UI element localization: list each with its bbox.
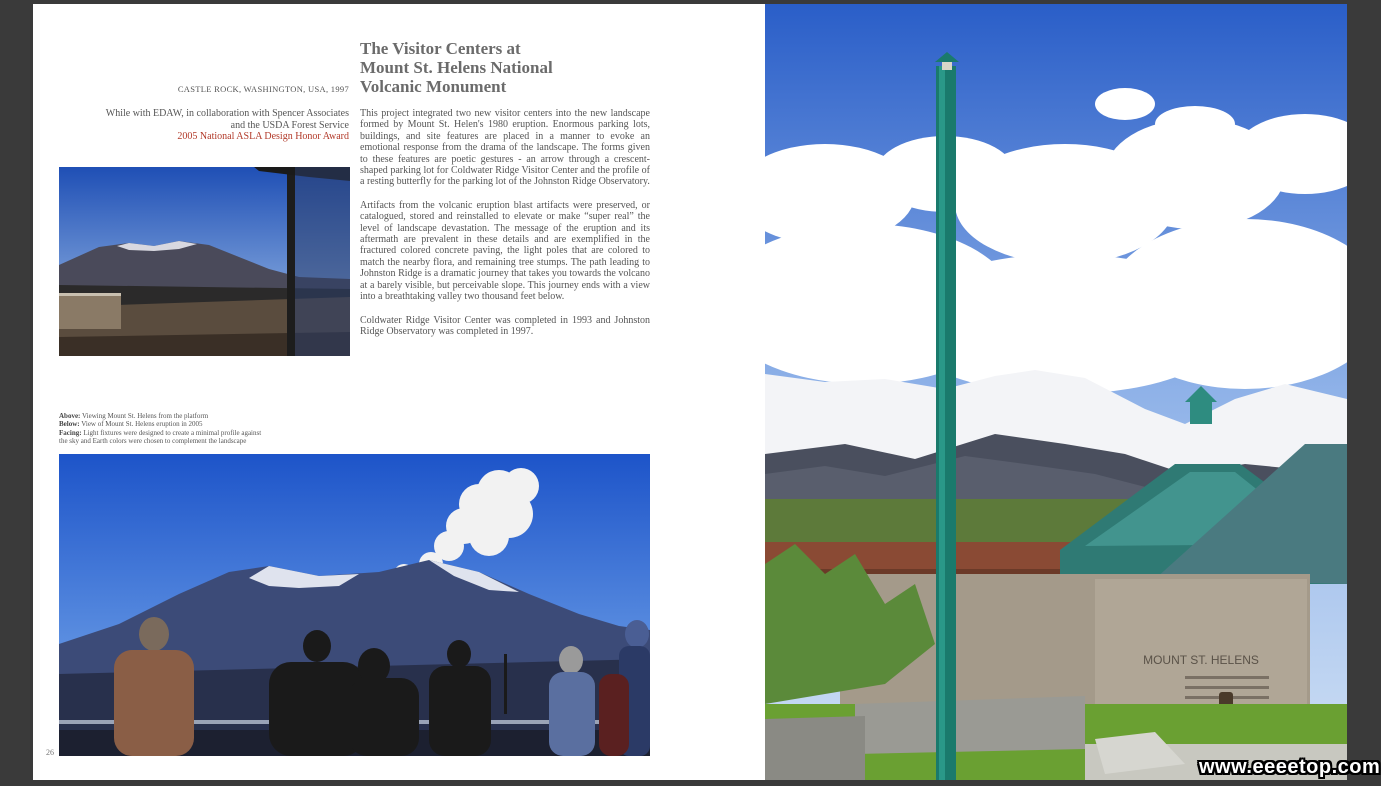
title-line-2: Mount St. Helens National [360,58,553,77]
body-paragraph-1: This project integrated two new visitor centers into the new landscape formed by Mount St. Helen's 1980 eruption. Enormous parking lots, buildings, and site features are placed in a manner to evoke an emotional response from the drama of the landscape. The forms given to these features are poetic gestures - an arrow through a crescent-shaped parking lot for Coldwater Ridge Visitor Center and the profile of a resting butterfly for the parking lot of the Johnston Ridge Observatory. [360,108,650,188]
caption-text: the sky and Earth colors were chosen to complement the landscape [59,437,247,446]
credit-line-1: While with EDAW, in collaboration with Spencer Associates [105,108,349,119]
watermark: www.eeeetop.com [1199,756,1381,778]
caption-above [59,412,359,420]
caption-text: View of Mount St. Helens eruption in 2005 [79,420,203,429]
title-line-3: Volcanic Monument [360,77,507,96]
platform-photo [59,167,350,356]
award-line: 2005 National ASLA Design Honor Award [177,131,349,142]
body-paragraph-3: Coldwater Ridge Visitor Center was completed in 1993 and Johnston Ridge Observatory was completed in 1997. [360,314,650,337]
caption-text: Viewing Mount St. Helens from the platform [80,412,209,420]
project-credits [63,108,349,143]
eruption-photo [59,454,650,756]
caption-facing-continued [59,437,359,445]
photo-captions [59,412,359,446]
caption-below [59,420,359,428]
right-page-photo [765,4,1347,780]
project-location: CASTLE ROCK, WASHINGTON, USA, 1997 [177,84,349,94]
body-paragraph-2: Artifacts from the volcanic eruption blast artifacts were preserved, or catalogued, stored and reinstalled to elevate or make “super real” the level of landscape devastation. The message of the eruption and its aftermath are prevalent in these details and are exemplified in the fractured colored concrete paving, the light poles that are colored to match the nearby flora, and remaining tree stumps. The path leading to Johnston Ridge is a dramatic journey that takes you towards the volcano at a barely visible, but perceivable slope. This journey ends with a view into a breathtaking valley two thousand feet below. [360,199,650,303]
left-page [33,4,765,780]
caption-facing [59,429,359,437]
caption-label: Above: [59,412,81,420]
sign-text: MOUNT ST. HELENS [1143,653,1259,667]
credit-line-2: and the USDA Forest Service [230,119,349,131]
caption-label: Below: [59,420,80,429]
page-title [360,39,660,96]
caption-text: Light fixtures were designed to create a minimal profile against [81,428,262,437]
body-text [360,108,650,349]
title-line-1: The Visitor Centers at [360,39,521,58]
caption-label: Facing: [59,428,82,437]
page-number: 26 [46,748,54,757]
